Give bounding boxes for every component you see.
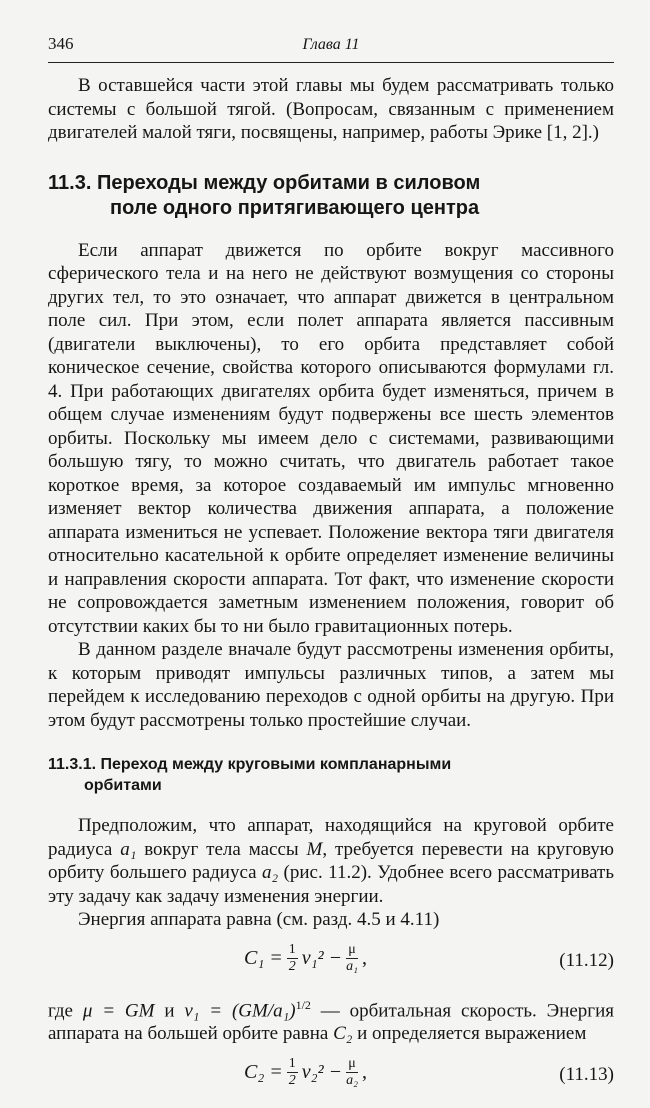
symbol-v1-def: v₁ = (GM/a₁) (184, 999, 296, 1021)
symbol-a2: a₂ (262, 862, 279, 883)
subsection-title-line2: орбитами (84, 777, 162, 794)
equation-11-12 (48, 938, 614, 986)
symbol-a1: a₁ (120, 838, 137, 860)
symbol-mu-def: μ = GM (82, 999, 155, 1021)
subsection-paragraph-3: где μ = GM и $v_1 = (GM/a_1)^{1/2}$ — орбитальная скорость. Энергия аппарата на большей орбите равна C₂ и определяется выражением (48, 997, 614, 1045)
section-paragraph-1: Если аппарат движется по орбите вокруг массивного сферического тела и на него не действуют возмущения со стороны других тел, то это означает, что аппарат движется в центральном поле сил. При этом, если полет аппарата является пассивным (двигатели выключены), то его орбита представляет собой коническое сечение, свойства которого описываются формулами гл. 4. При работающих двигателях орбита будет изменяться, причем в общем случае изменениям будут подвержены все шесть элементов орбиты. Поскольку мы имеем дело с системами, развивающими большую тягу, то можно считать, что двигатель работает такое короткое время, за которое создаваемый им импульс мгновенно изменяет вектор количества движения аппарата, а положение аппарата измениться не успевает. Положение вектора тяги двигателя относительно касательной к орбите определяет изменение величины и направления скорости аппарата. Тот факт, что изменение скорости не сопровождается заметным изменением положения, говорит об отсутствии каких бы то ни было гравитационных потерь. (48, 239, 614, 637)
running-title: Глава 11 (302, 36, 360, 53)
subsection-title-line1: Переход между круговыми компланарными (100, 756, 452, 773)
symbol-M: M (306, 838, 323, 860)
symbol-C2: C₂ (333, 1023, 353, 1045)
subsection-number: 11.3.1. (48, 756, 97, 773)
page-header (48, 34, 614, 58)
section-paragraph-2: В данном разделе вначале будут рассмотрены изменения орбиты, к которым приводят импульсы различных типов, а затем мы перейдем к исследованию переходов с одной орбиты на другую. При этом будут рассмотрены только простейшие случаи. (48, 639, 614, 731)
equation-formula: C₂ = $\frac{1}{2}$ v₂² − $\frac{\mu}{\text{a₂}}$ , (244, 1055, 367, 1088)
equation-number: (11.12) (559, 949, 614, 971)
section-title-line1: Переходы между орбитами в силовом (96, 171, 481, 194)
equation-formula: C₁ = $\frac{1}{2}$ v₁² − $\frac{\mu}{\text{a₁}}$ , (244, 941, 367, 974)
section-title-line2: поле одного притягивающего центра (110, 196, 480, 219)
subsection-heading (48, 754, 614, 796)
section-number: 11.3. (48, 171, 92, 194)
equation-number: (11.13) (559, 1063, 614, 1085)
equation-11-13 (48, 1052, 614, 1100)
section-heading (48, 171, 614, 221)
page-body (48, 74, 614, 1108)
intro-paragraph: В оставшейся части этой главы мы будем рассматривать только системы с большой тягой. (Вопросам, связанным с применением двигателей малой тяги, посвящены, например, работы Эрике [1, 2].) (48, 75, 614, 143)
symbol-v1-exponent: 1/2 (295, 997, 311, 1012)
header-rule (48, 62, 614, 63)
page-number: 346 (48, 34, 74, 53)
subsection-paragraph-1: Предположим, что аппарат, находящийся на круговой орбите радиуса a₁ вокруг тела массы M, требуется перевести на круговую орбиту большего радиуса a₂ (рис. 11.2). Удобнее всего рассматривать эту задачу как задачу изменения энергии. (48, 815, 614, 907)
subsection-paragraph-2: Энергия аппарата равна (см. разд. 4.5 и 4.11) (78, 909, 440, 930)
